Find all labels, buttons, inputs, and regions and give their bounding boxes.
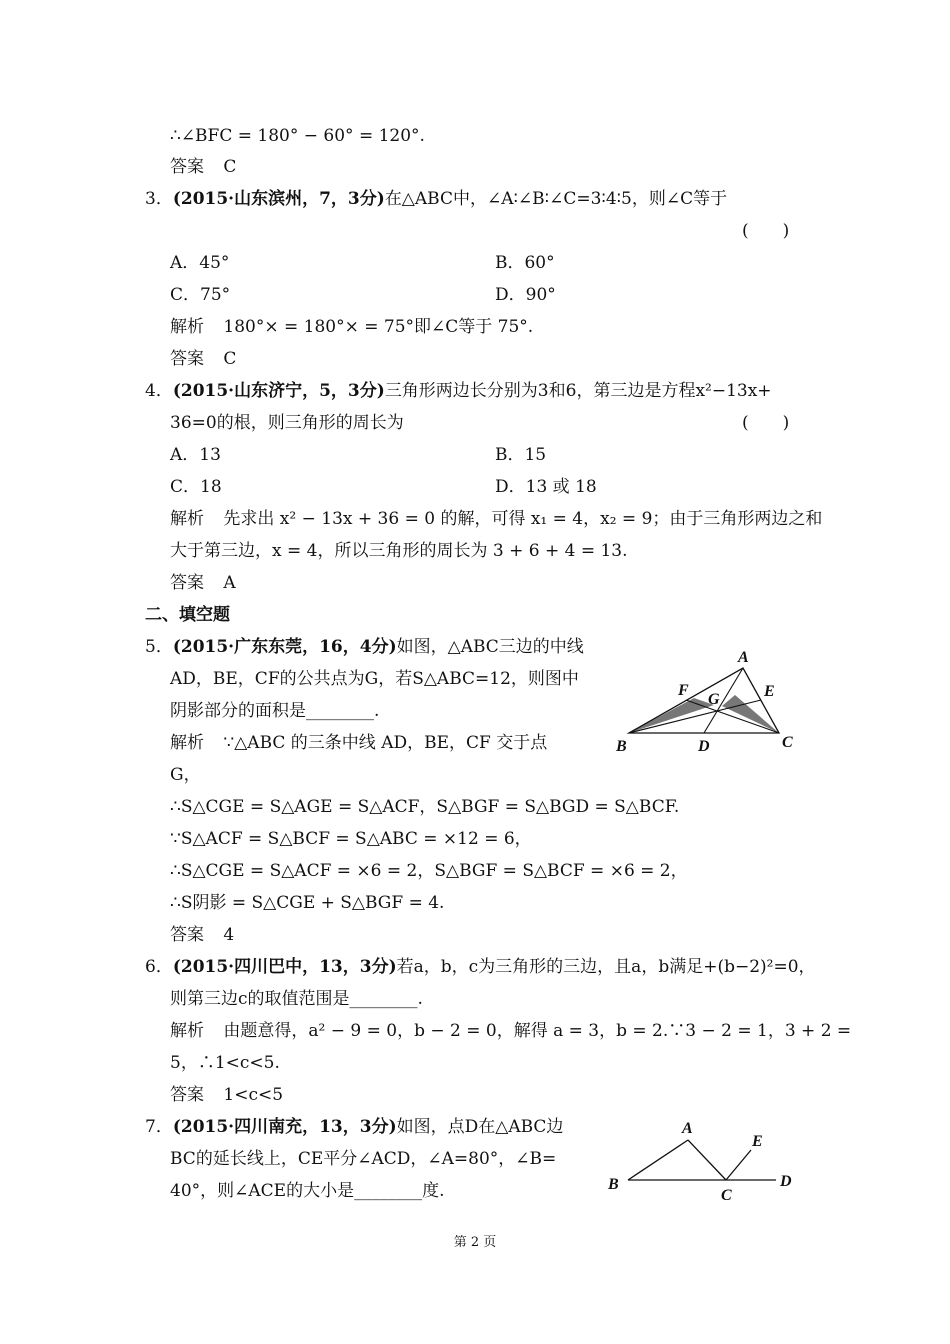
analysis-line (170, 316, 533, 338)
answer-line (170, 572, 236, 594)
label-f: F (678, 682, 689, 699)
question-5-cont: AD，BE，CF的公共点为G，若S△ABC=12，则图中 (170, 669, 579, 689)
question-6-cont: 则第三边c的取值范围是________. (170, 989, 423, 1009)
answer-label: 答案 (170, 157, 204, 177)
question-source: (2015·山东济宁，5，3分) (172, 381, 385, 401)
question-4 (145, 380, 772, 402)
question-3 (145, 188, 727, 210)
question-number: 6． (145, 957, 173, 977)
side-ab (628, 1140, 688, 1180)
analysis-text: 180°× = 180°× = 75°即∠C等于 75°. (223, 317, 534, 337)
question-6 (145, 956, 816, 978)
question-7 (145, 1116, 563, 1138)
label-g: G (708, 691, 720, 708)
shaded-region-cge (722, 695, 779, 733)
label-a: A (738, 649, 749, 666)
label-d: D (698, 738, 710, 755)
option-a: A．13 (170, 445, 221, 465)
side-ac (688, 1140, 726, 1180)
option-d: D．13 或 18 (495, 477, 597, 497)
question-7-cont-2: 40°，则∠ACE的大小是________度. (170, 1181, 445, 1201)
analysis-line (170, 508, 822, 530)
question-7-cont: BC的延长线上，CE平分∠ACD，∠A=80°，∠B= (170, 1149, 557, 1169)
analysis-label: 解析 (170, 317, 204, 337)
label-b: B (608, 1176, 619, 1193)
question-4-cont: 36=0的根，则三角形的周长为 (170, 413, 404, 433)
question-text: 三角形两边长分别为3和6，第三边是方程x²−13x+ (384, 381, 772, 401)
analysis-line-2: 大于第三边，x = 4，所以三角形的周长为 3 + 6 + 4 = 13. (170, 541, 628, 561)
label-c: C (721, 1187, 732, 1204)
option-b: B．60° (495, 253, 555, 273)
question-5 (145, 636, 584, 658)
answer-paren (742, 220, 789, 242)
analysis-line-3: ∴S△CGE = S△AGE = S△ACF，S△BGF = S△BGD = S△BCF. (170, 797, 680, 817)
question-text: 如图，点D在△ABC边 (396, 1117, 564, 1137)
question-source: (2015·山东滨州，7，3分) (172, 189, 385, 209)
analysis-label: 解析 (170, 1021, 204, 1041)
question-text: 若a，b，c为三角形的三边，且a，b满足+(b−2)²=0， (396, 957, 816, 977)
answer-label: 答案 (170, 925, 204, 945)
option-d: D．90° (495, 285, 556, 305)
triangle-medians-figure (612, 645, 812, 757)
label-e: E (752, 1133, 763, 1150)
triangle-extension-figure (604, 1112, 804, 1208)
question-source: (2015·广东东莞，16，4分) (172, 637, 397, 657)
question-5-cont-2: 阴影部分的面积是________. (170, 701, 380, 721)
answer-value: C (223, 349, 237, 369)
solution-text: ∴∠BFC = 180° − 60° = 120°. (170, 126, 425, 146)
analysis-text: 先求出 x² − 13x + 36 = 0 的解，可得 x₁ = 4，x₂ = 9；由于三角形两边之和 (223, 509, 823, 529)
question-number: 3． (145, 189, 173, 209)
question-text: 如图，△ABC三边的中线 (396, 637, 584, 657)
answer-paren: ( ) (742, 413, 790, 433)
analysis-line (170, 1020, 851, 1042)
label-e: E (764, 683, 775, 700)
answer-label: 答案 (170, 1085, 204, 1105)
label-d: D (780, 1173, 792, 1190)
answer-line (170, 924, 234, 946)
analysis-line-4: ∵S△ACF = S△BCF = S△ABC = ×12 = 6， (170, 829, 532, 849)
solution-line (170, 125, 425, 147)
answer-value: 4 (223, 925, 235, 945)
answer-value: A (223, 573, 236, 593)
label-a: A (682, 1120, 693, 1137)
label-b: B (616, 738, 627, 755)
question-number: 5． (145, 637, 173, 657)
analysis-line (170, 732, 547, 754)
answer-value: 1<c<5 (223, 1085, 284, 1105)
section-heading: 二、填空题 (145, 605, 230, 625)
analysis-label: 解析 (170, 509, 204, 529)
bisector-ce (726, 1150, 751, 1180)
option-c: C．18 (170, 477, 222, 497)
analysis-line-2: G， (170, 765, 201, 785)
answer-label: 答案 (170, 573, 204, 593)
analysis-text: ∵△ABC 的三条中线 AD，BE，CF 交于点 (223, 733, 548, 753)
answer-line (170, 1084, 283, 1106)
label-c: C (782, 734, 793, 751)
analysis-line-2: 5，∴1<c<5. (170, 1053, 280, 1073)
option-a: A．45° (170, 253, 230, 273)
question-number: 4． (145, 381, 173, 401)
question-source: (2015·四川巴中，13，3分) (172, 957, 397, 977)
question-number: 7． (145, 1117, 173, 1137)
page-number: 第 2 页 (453, 1235, 497, 1250)
answer-line (170, 156, 236, 178)
answer-value: C (223, 157, 237, 177)
question-text: 在△ABC中，∠A∶∠B∶∠C=3∶4∶5，则∠C等于 (384, 189, 728, 209)
option-b: B．15 (495, 445, 547, 465)
question-source: (2015·四川南充，13，3分) (172, 1117, 397, 1137)
answer-paren-text: ( ) (742, 221, 790, 241)
analysis-line-6: ∴S阴影 = S△CGE + S△BGF = 4. (170, 893, 445, 913)
option-c: C．75° (170, 285, 231, 305)
analysis-line-5: ∴S△CGE = S△ACF = ×6 = 2，S△BGF = S△BCF = ×6 = 2， (170, 861, 688, 881)
analysis-text: 由题意得，a² − 9 = 0，b − 2 = 0，解得 a = 3，b = 2.∵3 − 2 = 1，3 + 2 = (223, 1021, 852, 1041)
analysis-label: 解析 (170, 733, 204, 753)
answer-line (170, 348, 236, 370)
answer-label: 答案 (170, 349, 204, 369)
